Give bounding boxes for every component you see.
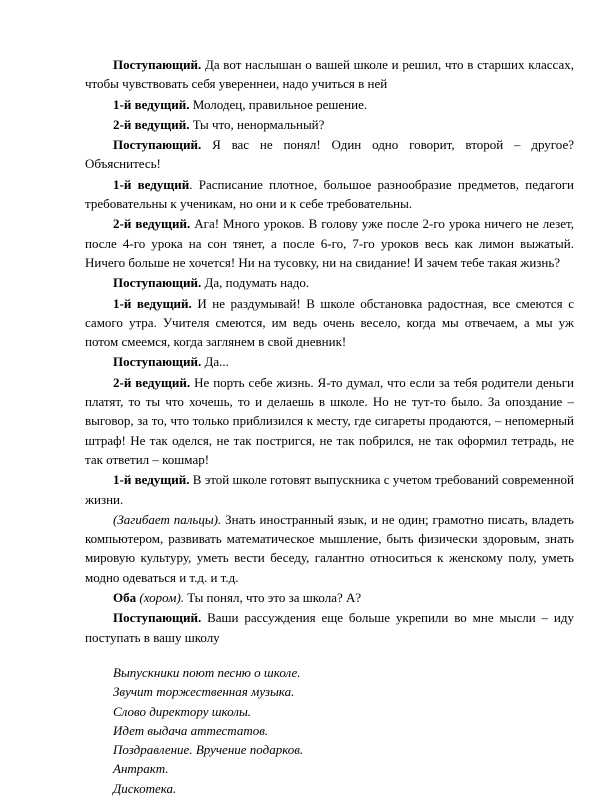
stage-direction: Выпускники поют песню о школе. — [113, 664, 301, 680]
stage-direction: Звучит торжественная музыка. — [113, 684, 295, 700]
dialogue-line — [85, 588, 574, 607]
dialogue-line — [85, 95, 574, 114]
speaker-name: Поступающий. — [113, 354, 202, 370]
speaker-name: Поступающий. — [113, 275, 202, 291]
line-text: Ага! Много уроков. В голову уже после 2-го урока ничего не лезет, после 4-го урока на сон тянет, а после 6-го, 7-го уроков весь как лимон выжатый. Ничего больше не хочется! Ни на тусовку, ни на свидание! И зачем тебе такая жизнь? — [85, 216, 574, 270]
speaker-name: 1-й ведущий — [113, 176, 190, 192]
speaker-name: 1-й ведущий. — [113, 472, 190, 488]
dialogue-line — [85, 135, 574, 174]
line-text: Ваши рассуждения еще больше укрепили во мне мысли – иду поступать в вашу школу — [85, 610, 574, 645]
stage-direction: Слово директору школы. — [113, 703, 252, 719]
speaker-name: 2-й ведущий. — [113, 374, 191, 390]
line-text: Да... — [201, 354, 229, 370]
stage-remark: (Загибает пальцы). — [113, 511, 222, 527]
stage-direction: Дискотека. — [113, 780, 177, 796]
stage-directions — [85, 663, 574, 798]
speaker-name: 2-й ведущий. — [113, 116, 190, 132]
speaker-name: Оба — [113, 590, 137, 606]
line-text: Я вас не понял! Один одно говорит, второй – другое? Объяснитесь! — [85, 137, 574, 172]
line-text: Да, подумать надо. — [201, 275, 310, 291]
line-text: Ты понял, что это за школа? А? — [184, 590, 362, 606]
line-text: Молодец, правильное решение. — [189, 96, 368, 112]
dialogue-line — [85, 294, 574, 352]
line-text: Да вот наслышан о вашей школе и решил, что в старших классах, чтобы чувствовать себя увереннеи, надо учиться в ней — [85, 57, 574, 92]
speaker-name: 2-й ведущий. — [113, 216, 191, 232]
stage-direction: Антракт. — [113, 761, 169, 777]
line-text: Знать иностранный язык, и не один; грамотно писать, владеть компьютером, развивать математическое мышление, быть физически здоровым, знать мировую культуру, уметь вести беседу, галантно относиться к женскому полу, уметь модно одеваться и т.д. и т.д. — [85, 511, 574, 585]
stage-direction: Поздравление. Вручение подарков. — [113, 742, 304, 758]
dialogue-line — [85, 352, 574, 371]
speaker-name: 1-й ведущий. — [113, 295, 192, 311]
speaker-name: Поступающий. — [113, 137, 202, 153]
dialogue-line — [85, 470, 574, 509]
line-text: Не порть себе жизнь. Я-то думал, что если за тебя родители деньги платят, то ты что хочешь, то и делаешь в школе. Но не тут-то было. За опоздание – выговор, за то, что только приблизился к месту, где сигареты продаются, – непомерный штраф! Не так оделся, не так постригся, не так побрился, не так оформил тетрадь, не так ответил – кошмар! — [85, 374, 574, 467]
dialogue-line — [85, 273, 574, 292]
dialogue-line — [85, 55, 574, 94]
line-text: Ты что, ненормальный? — [189, 116, 325, 132]
dialogue-line — [85, 510, 574, 587]
stage-direction: Идет выдача аттестатов. — [113, 722, 269, 738]
dialogue-line — [85, 214, 574, 272]
dialogue-line — [85, 175, 574, 214]
speaker-name: 1-й ведущий. — [113, 96, 190, 112]
dialogue-line — [85, 608, 574, 647]
line-text: И не раздумывай! В школе обстановка радостная, все смеются с самого утра. Учителя смеются, им ведь очень весело, когда мы отвечаем, а мы уж потом смеемся, когда заглянем в свой дневник! — [85, 295, 574, 350]
dialogue-line — [85, 115, 574, 134]
line-text: . Расписание плотное, большое разнообразие предметов, педагоги требовательны к ученикам, но они и к себе требовательны. — [85, 176, 574, 212]
speaker-name: Поступающий. — [113, 57, 202, 72]
speaker-name: Поступающий. — [113, 610, 202, 626]
line-text: В этой школе готовят выпускника с учетом требований современной жизни. — [85, 472, 574, 507]
stage-remark: (хором). — [136, 590, 185, 606]
dialogue-line — [85, 373, 574, 469]
